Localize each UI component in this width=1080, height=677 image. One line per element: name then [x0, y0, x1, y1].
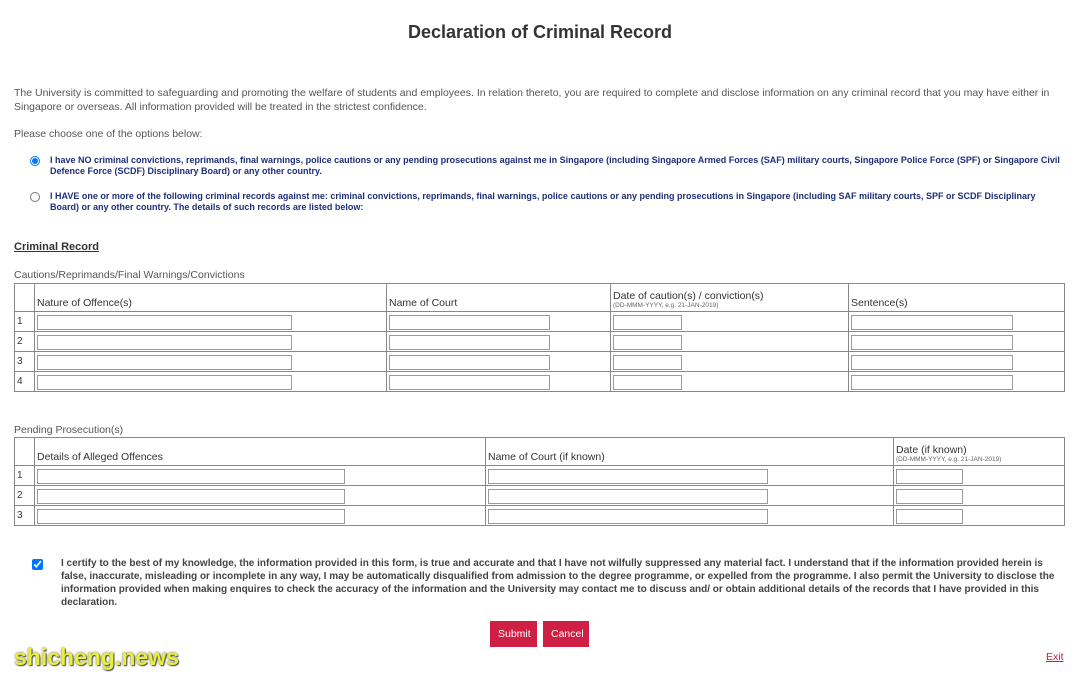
certify-checkbox[interactable] [32, 559, 43, 570]
pending-court-header: Name of Court (if known) [486, 438, 894, 466]
details-input[interactable] [37, 489, 345, 504]
nature-header: Nature of Offence(s) [35, 284, 387, 312]
nature-input[interactable] [37, 315, 292, 330]
cautions-subtitle: Cautions/Reprimands/Final Warnings/Convictions [14, 269, 245, 281]
pending-date-header [894, 438, 1065, 466]
option-no-record-label: I have NO criminal convictions, reprimands, final warnings, police cautions or any pending prosecutions against me in Singapore (including Singapore Armed Forces (SAF) military courts, Singapore Police Force (SPF) or Singapore Civil Defence Force (SCDF) Disciplinary Board) or any other country. [50, 155, 1060, 176]
court-input[interactable] [389, 335, 550, 350]
date-header [611, 284, 849, 312]
pending-court-input[interactable] [488, 469, 768, 484]
date-format-hint: (DD-MMM-YYYY, e.g. 21-JAN-2019) [613, 302, 719, 309]
pending-date-input[interactable] [896, 469, 963, 484]
table-row [15, 486, 1065, 506]
exit-link[interactable]: Exit [1046, 651, 1064, 663]
pending-date-input[interactable] [896, 489, 963, 504]
option-has-record-label: I HAVE one or more of the following criminal records against me: criminal convictions, reprimands, final warnings, police cautions or any pending prosecutions in Singapore (including SAF military courts, SPF or SCDF Disciplinary Board) or any other country. The details of such records are listed below: [50, 191, 1036, 212]
date-input[interactable] [613, 355, 682, 370]
row-number: 4 [15, 372, 35, 392]
option-no-record-radio[interactable] [30, 156, 40, 166]
row-number: 1 [15, 312, 35, 332]
sentence-input[interactable] [851, 335, 1013, 350]
date-input[interactable] [613, 315, 682, 330]
certify-text: I certify to the best of my knowledge, the information provided in this form, is true and accurate and that I have not wilfully suppressed any material fact. I understand that if the information provided herein is false, inaccurate, misleading or incomplete in any way, I may be automatically disqualified from admission to the degree programme, or expelled from the programme. I also permit the University to disclose the information provided when making enquires to check the accuracy of the information and the University may contact me to discuss and/ or obtain additional details of the records that I have provided in this declaration. [61, 558, 1055, 608]
option-no-record[interactable] [28, 155, 1063, 177]
date-header-label: Date of caution(s) / conviction(s) [613, 290, 764, 302]
submit-button[interactable]: Submit [490, 621, 537, 647]
row-number: 1 [15, 466, 35, 486]
row-number: 3 [15, 352, 35, 372]
cancel-button[interactable]: Cancel [543, 621, 589, 647]
pending-court-input[interactable] [488, 509, 768, 524]
pending-court-input[interactable] [488, 489, 768, 504]
court-input[interactable] [389, 355, 550, 370]
watermark-logo: shicheng.news [14, 644, 179, 670]
cautions-header-row [15, 284, 1065, 312]
nature-input[interactable] [37, 375, 292, 390]
date-input[interactable] [613, 375, 682, 390]
cautions-table [14, 283, 1065, 392]
nature-input[interactable] [37, 355, 292, 370]
option-has-record[interactable] [28, 191, 1063, 213]
table-row [15, 466, 1065, 486]
sentence-input[interactable] [851, 315, 1013, 330]
court-input[interactable] [389, 375, 550, 390]
table-row [15, 352, 1065, 372]
row-number: 2 [15, 332, 35, 352]
court-header: Name of Court [387, 284, 611, 312]
pending-date-header-label: Date (if known) [896, 444, 967, 456]
pending-date-format-hint: (DD-MMM-YYYY, e.g. 21-JAN-2019) [896, 456, 1002, 463]
row-number: 2 [15, 486, 35, 506]
table-row [15, 372, 1065, 392]
pending-table [14, 437, 1065, 526]
court-input[interactable] [389, 315, 550, 330]
intro-text: The University is committed to safeguarding and promoting the welfare of students and employees. In relation thereto, you are required to complete and disclose information on any criminal record that you may have either in Singapore or overseas. All information provided will be treated in the strictest confidence. [14, 87, 1050, 113]
pending-subtitle: Pending Prosecution(s) [14, 424, 124, 436]
date-input[interactable] [613, 335, 682, 350]
details-header: Details of Alleged Offences [35, 438, 486, 466]
choose-label: Please choose one of the options below: [14, 128, 203, 140]
table-row [15, 506, 1065, 526]
table-row [15, 332, 1065, 352]
page-title: Declaration of Criminal Record [407, 22, 673, 42]
row-number-header [15, 284, 35, 312]
option-has-record-radio[interactable] [30, 192, 40, 202]
sentence-input[interactable] [851, 355, 1013, 370]
pending-header-row [15, 438, 1065, 466]
details-input[interactable] [37, 509, 345, 524]
row-number-header [15, 438, 35, 466]
criminal-record-heading: Criminal Record [14, 241, 99, 253]
row-number: 3 [15, 506, 35, 526]
table-row [15, 312, 1065, 332]
sentence-header: Sentence(s) [849, 284, 1065, 312]
sentence-input[interactable] [851, 375, 1013, 390]
nature-input[interactable] [37, 335, 292, 350]
certification[interactable] [30, 557, 1060, 609]
details-input[interactable] [37, 469, 345, 484]
pending-date-input[interactable] [896, 509, 963, 524]
